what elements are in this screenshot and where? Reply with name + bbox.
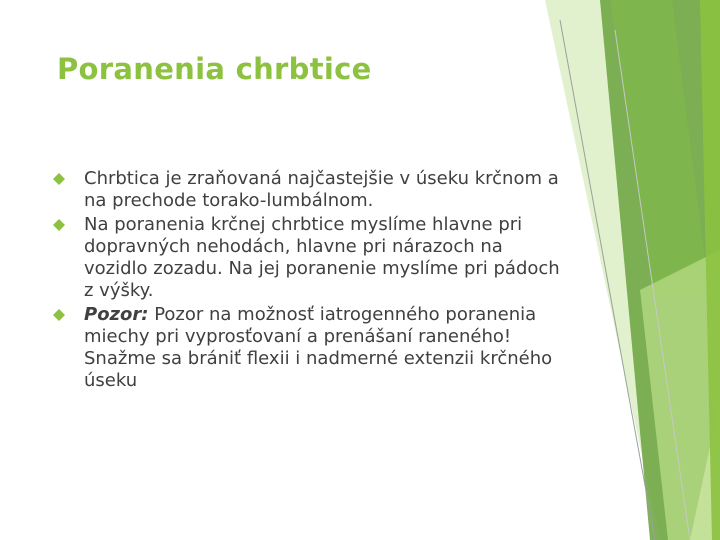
bullet-text: Na poranenia krčnej chrbtice myslíme hlavne pri dopravných nehodách, hlavne pri nárazoch na vozidlo zozadu. Na jej poranenie myslíme pri pádoch z výšky. — [84, 214, 560, 301]
bullet-item — [50, 214, 570, 302]
slide-title: Poranenia chrbtice — [57, 52, 372, 86]
bullet-text: Chrbtica je zraňovaná najčastejšie v úseku krčnom a na prechode torako-lumbálnom. — [84, 168, 559, 211]
bullet-item — [50, 304, 570, 392]
bullet-lead-emphasis: Pozor: — [84, 304, 149, 325]
bullet-text: Pozor na možnosť iatrogenného poranenia miechy pri vyprosťovaní a prenášaní raneného! Snažme sa brániť flexii i nadmerné extenzii krčného úseku — [84, 304, 553, 391]
bullet-list — [50, 168, 570, 394]
diamond-bullet-icon — [53, 173, 65, 185]
bullet-item — [50, 168, 570, 212]
diamond-bullet-icon — [53, 219, 65, 231]
diamond-bullet-icon — [53, 309, 65, 321]
